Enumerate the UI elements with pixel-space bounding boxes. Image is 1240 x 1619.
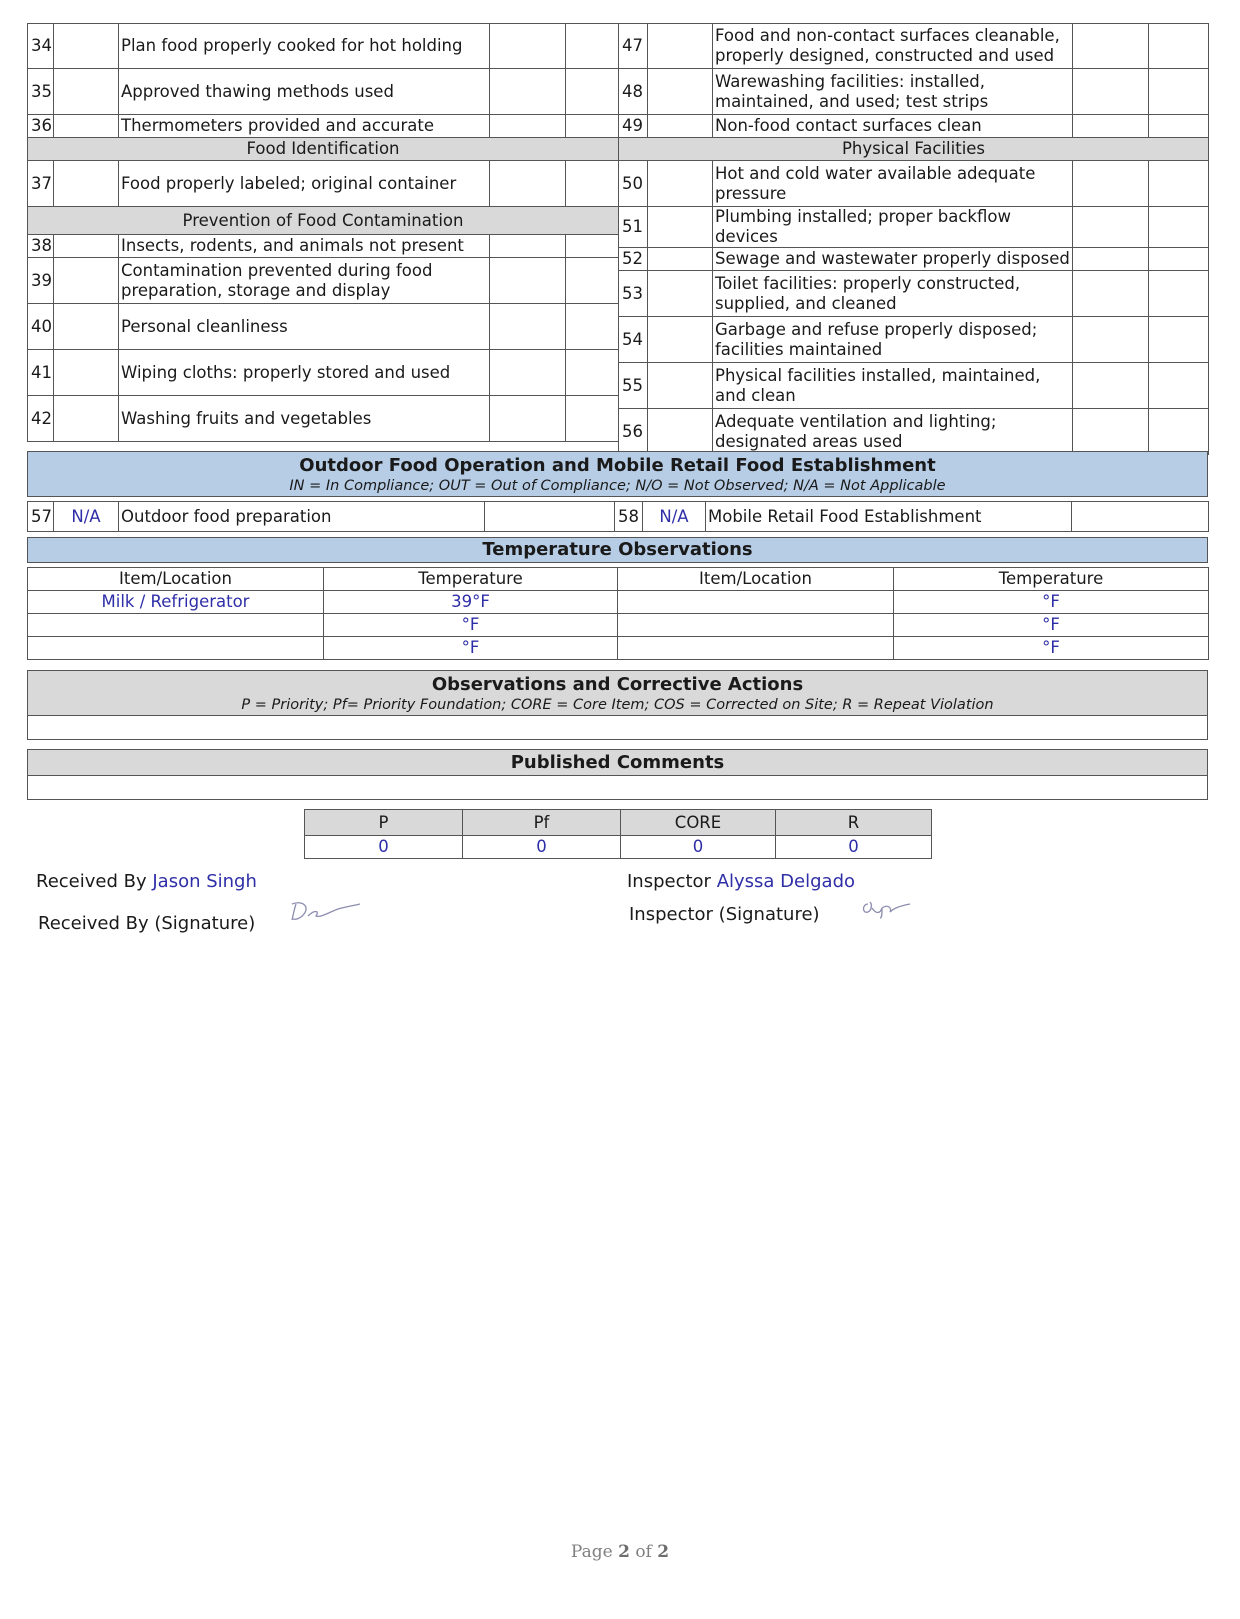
item-label: Contamination prevented during food preparation, storage and display — [119, 258, 490, 304]
comments-body — [27, 775, 1208, 800]
item-number: 37 — [28, 161, 54, 207]
count-value: 0 — [776, 836, 932, 859]
item-number: 53 — [619, 271, 648, 317]
observations-banner — [27, 670, 1208, 716]
column-header: Item/Location — [618, 568, 894, 591]
received-signature-image — [290, 898, 370, 924]
page-footer — [0, 1542, 1240, 1562]
item-location — [28, 637, 324, 660]
table-row — [28, 350, 619, 396]
temperature-table — [27, 567, 1209, 660]
column-header: Temperature — [324, 568, 618, 591]
item-number: 39 — [28, 258, 54, 304]
table-row — [28, 396, 619, 442]
column-header: P — [305, 810, 463, 836]
item-label: Food properly labeled; original container — [119, 161, 490, 207]
section-title: Prevention of Food Contamination — [28, 207, 619, 235]
item-location — [28, 614, 324, 637]
item-label: Warewashing facilities: installed, maintained, and used; test strips — [713, 69, 1073, 115]
column-header: Temperature — [894, 568, 1209, 591]
table-row — [619, 161, 1209, 207]
item-number: 49 — [619, 115, 648, 138]
item-number: 51 — [619, 207, 648, 248]
temperature-title: Temperature Observations — [482, 539, 753, 560]
temperature-value: °F — [894, 614, 1209, 637]
item-number: 52 — [619, 248, 648, 271]
page-total: 2 — [657, 1542, 670, 1562]
item-number: 58 — [615, 502, 643, 532]
observations-body — [27, 715, 1208, 740]
item-label: Approved thawing methods used — [119, 69, 490, 115]
item-label: Plan food properly cooked for hot holding — [119, 24, 490, 69]
observations-title: Observations and Corrective Actions — [431, 674, 804, 695]
item-number: 35 — [28, 69, 54, 115]
item-number: 34 — [28, 24, 54, 69]
table-row — [28, 304, 619, 350]
comments-title: Published Comments — [510, 752, 725, 773]
outdoor-table — [27, 501, 1209, 532]
temperature-value: °F — [324, 614, 618, 637]
item-location — [618, 591, 894, 614]
item-number: 38 — [28, 235, 54, 258]
table-row — [619, 248, 1209, 271]
page-label: Page — [570, 1542, 613, 1562]
item-number: 55 — [619, 363, 648, 409]
table-row — [305, 836, 932, 859]
page-number: 2 — [618, 1542, 630, 1562]
item-location — [618, 637, 894, 660]
item-number: 41 — [28, 350, 54, 396]
status-value: N/A — [54, 502, 119, 532]
outdoor-banner — [27, 451, 1208, 497]
table-row — [619, 363, 1209, 409]
item-number: 48 — [619, 69, 648, 115]
column-header: Pf — [463, 810, 621, 836]
item-number: 57 — [28, 502, 54, 532]
column-header: CORE — [621, 810, 776, 836]
received-signature-label: Received By (Signature) — [38, 913, 256, 934]
table-row — [28, 591, 1209, 614]
temperature-value: °F — [324, 637, 618, 660]
inspector-label: Inspector — [627, 871, 711, 892]
item-location: Milk / Refrigerator — [28, 591, 324, 614]
table-row — [28, 69, 619, 115]
table-row — [28, 502, 1209, 532]
item-label: Outdoor food preparation — [119, 502, 485, 532]
received-by — [36, 871, 257, 892]
table-row — [28, 161, 619, 207]
item-label: Washing fruits and vegetables — [119, 396, 490, 442]
item-label: Non-food contact surfaces clean — [713, 115, 1073, 138]
item-label: Sewage and wastewater properly disposed — [713, 248, 1073, 271]
outdoor-title: Outdoor Food Operation and Mobile Retail Food Establishment — [299, 455, 936, 476]
item-label: Plumbing installed; proper backflow devices — [713, 207, 1073, 248]
item-label: Personal cleanliness — [119, 304, 490, 350]
temperature-value: 39°F — [324, 591, 618, 614]
table-row — [619, 317, 1209, 363]
received-by-label: Received By — [36, 871, 147, 892]
table-row — [619, 69, 1209, 115]
table-row — [28, 637, 1209, 660]
section-header — [28, 207, 619, 235]
table-row — [28, 258, 619, 304]
inspection-table-left — [27, 23, 619, 442]
section-title: Food Identification — [28, 138, 619, 161]
item-number: 47 — [619, 24, 648, 69]
table-row — [28, 235, 619, 258]
outdoor-legend: IN = In Compliance; OUT = Out of Compliance; N/O = Not Observed; N/A = Not Applicable — [289, 478, 946, 494]
table-header-row — [305, 810, 932, 836]
comments-banner — [27, 749, 1208, 776]
item-number: 50 — [619, 161, 648, 207]
temperature-value: °F — [894, 637, 1209, 660]
section-header — [28, 138, 619, 161]
inspector — [627, 871, 855, 892]
inspector-name: Alyssa Delgado — [716, 871, 856, 892]
table-header-row — [28, 568, 1209, 591]
column-header: Item/Location — [28, 568, 324, 591]
of-label: of — [635, 1542, 652, 1562]
status-value: N/A — [643, 502, 706, 532]
count-value: 0 — [463, 836, 621, 859]
item-number: 54 — [619, 317, 648, 363]
item-label: Garbage and refuse properly disposed; facilities maintained — [713, 317, 1073, 363]
column-header: R — [776, 810, 932, 836]
item-number: 56 — [619, 409, 648, 455]
received-by-name: Jason Singh — [152, 871, 257, 892]
item-label: Toilet facilities: properly constructed, supplied, and cleaned — [713, 271, 1073, 317]
section-title: Physical Facilities — [619, 138, 1209, 161]
item-label: Food and non-contact surfaces cleanable, properly designed, constructed and used — [713, 24, 1073, 69]
inspector-signature-image — [860, 898, 916, 920]
table-row — [619, 115, 1209, 138]
table-row — [619, 207, 1209, 248]
observations-legend: P = Priority; Pf= Priority Foundation; CORE = Core Item; COS = Corrected on Site; R = Repeat Violation — [241, 697, 994, 713]
table-row — [28, 614, 1209, 637]
item-label: Wiping cloths: properly stored and used — [119, 350, 490, 396]
count-value: 0 — [305, 836, 463, 859]
table-row — [28, 115, 619, 138]
item-label: Adequate ventilation and lighting; designated areas used — [713, 409, 1073, 455]
table-row — [619, 24, 1209, 69]
item-label: Physical facilities installed, maintained, and clean — [713, 363, 1073, 409]
item-label: Thermometers provided and accurate — [119, 115, 490, 138]
item-number: 40 — [28, 304, 54, 350]
table-row — [619, 271, 1209, 317]
temperature-banner — [27, 537, 1208, 563]
item-label: Hot and cold water available adequate pressure — [713, 161, 1073, 207]
temperature-value: °F — [894, 591, 1209, 614]
table-row — [28, 24, 619, 69]
item-label: Mobile Retail Food Establishment — [706, 502, 1072, 532]
section-header — [619, 138, 1209, 161]
table-row — [619, 409, 1209, 455]
item-label: Insects, rodents, and animals not present — [119, 235, 490, 258]
count-value: 0 — [621, 836, 776, 859]
violation-summary-table — [304, 809, 932, 859]
item-number: 36 — [28, 115, 54, 138]
item-number: 42 — [28, 396, 54, 442]
item-location — [618, 614, 894, 637]
inspector-signature-label: Inspector (Signature) — [629, 904, 820, 925]
inspection-table-right — [618, 23, 1209, 455]
